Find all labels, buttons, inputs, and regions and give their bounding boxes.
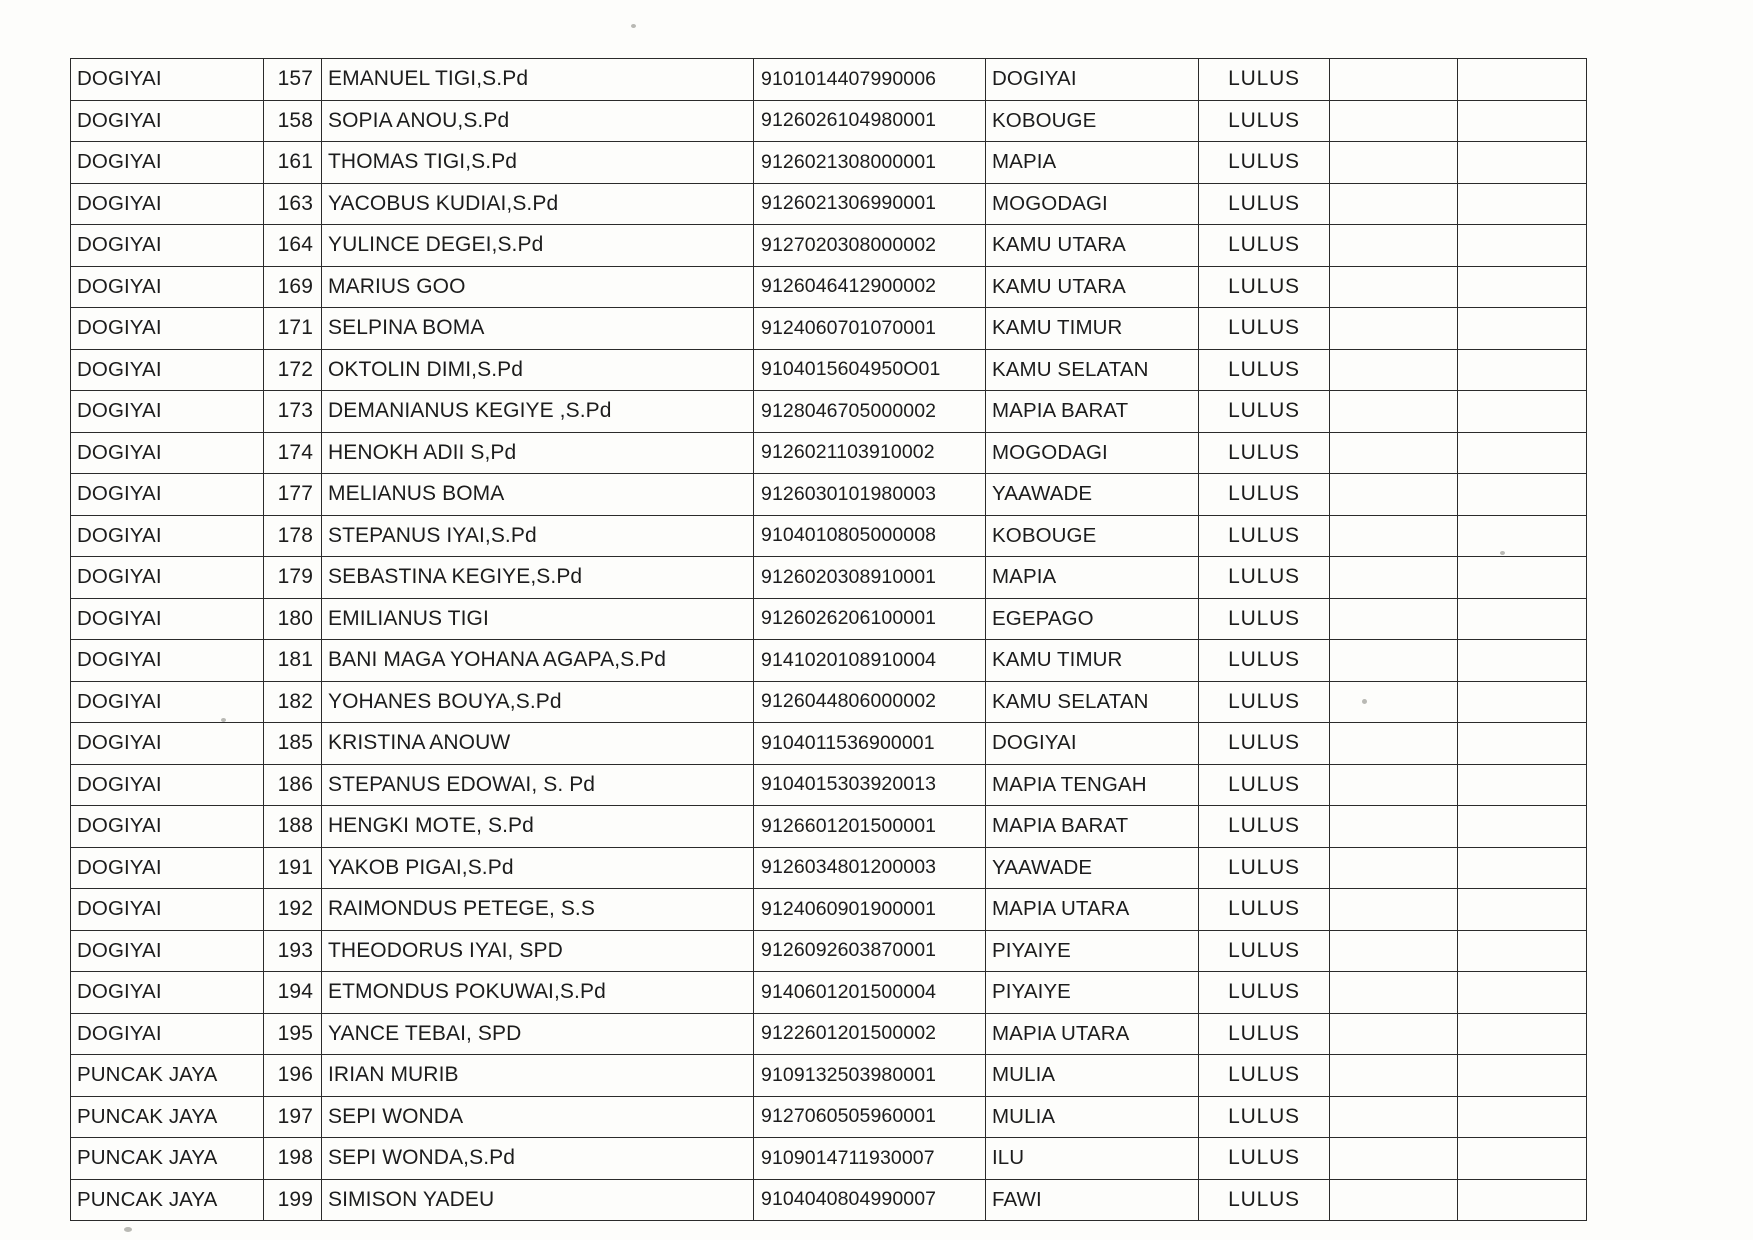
cell-blank-1: [1330, 100, 1458, 142]
cell-region: PUNCAK JAYA: [71, 1138, 264, 1180]
cell-district: MULIA: [986, 1055, 1199, 1097]
cell-nik: 9127020308000002: [754, 225, 986, 267]
cell-status: LULUS: [1199, 59, 1330, 101]
cell-region: DOGIYAI: [71, 142, 264, 184]
cell-nik: 9126026104980001: [754, 100, 986, 142]
cell-blank-2: [1458, 806, 1587, 848]
table-row: [71, 598, 1587, 640]
cell-nik: 9122601201500002: [754, 1013, 986, 1055]
cell-nik: 9124060701070001: [754, 308, 986, 350]
cell-blank-2: [1458, 391, 1587, 433]
cell-region: DOGIYAI: [71, 557, 264, 599]
cell-nik: 9126601201500001: [754, 806, 986, 848]
cell-nik: 9141020108910004: [754, 640, 986, 682]
cell-name: YAKOB PIGAI,S.Pd: [322, 847, 754, 889]
cell-blank-1: [1330, 681, 1458, 723]
cell-nik: 9104040804990007: [754, 1179, 986, 1221]
cell-status: LULUS: [1199, 308, 1330, 350]
cell-number: 181: [264, 640, 322, 682]
cell-name: EMILIANUS TIGI: [322, 598, 754, 640]
cell-blank-1: [1330, 349, 1458, 391]
cell-number: 182: [264, 681, 322, 723]
table-row: [71, 972, 1587, 1014]
cell-region: PUNCAK JAYA: [71, 1096, 264, 1138]
cell-nik: 9124060901900001: [754, 889, 986, 931]
cell-status: LULUS: [1199, 183, 1330, 225]
cell-number: 169: [264, 266, 322, 308]
cell-number: 196: [264, 1055, 322, 1097]
cell-blank-2: [1458, 1096, 1587, 1138]
cell-status: LULUS: [1199, 972, 1330, 1014]
cell-blank-1: [1330, 391, 1458, 433]
cell-number: 195: [264, 1013, 322, 1055]
cell-status: LULUS: [1199, 225, 1330, 267]
cell-status: LULUS: [1199, 515, 1330, 557]
table-row: [71, 889, 1587, 931]
cell-status: LULUS: [1199, 598, 1330, 640]
cell-status: LULUS: [1199, 1179, 1330, 1221]
table-row: [71, 432, 1587, 474]
table-row: [71, 681, 1587, 723]
cell-blank-1: [1330, 59, 1458, 101]
cell-district: YAAWADE: [986, 847, 1199, 889]
cell-status: LULUS: [1199, 723, 1330, 765]
cell-name: KRISTINA ANOUW: [322, 723, 754, 765]
cell-nik: 9127060505960001: [754, 1096, 986, 1138]
cell-blank-2: [1458, 474, 1587, 516]
cell-blank-2: [1458, 59, 1587, 101]
cell-nik: 9126021308000001: [754, 142, 986, 184]
cell-district: DOGIYAI: [986, 59, 1199, 101]
cell-region: DOGIYAI: [71, 183, 264, 225]
cell-blank-2: [1458, 1138, 1587, 1180]
cell-district: MULIA: [986, 1096, 1199, 1138]
cell-district: PIYAIYE: [986, 972, 1199, 1014]
cell-number: 193: [264, 930, 322, 972]
cell-status: LULUS: [1199, 889, 1330, 931]
cell-nik: 9126020308910001: [754, 557, 986, 599]
cell-region: DOGIYAI: [71, 349, 264, 391]
cell-status: LULUS: [1199, 1013, 1330, 1055]
cell-name: HENGKI MOTE, S.Pd: [322, 806, 754, 848]
cell-name: MELIANUS BOMA: [322, 474, 754, 516]
cell-blank-1: [1330, 1055, 1458, 1097]
cell-blank-1: [1330, 1096, 1458, 1138]
table-row: [71, 764, 1587, 806]
cell-status: LULUS: [1199, 640, 1330, 682]
cell-nik: 9126046412900002: [754, 266, 986, 308]
cell-blank-2: [1458, 640, 1587, 682]
cell-status: LULUS: [1199, 930, 1330, 972]
cell-blank-2: [1458, 889, 1587, 931]
cell-blank-2: [1458, 598, 1587, 640]
cell-name: IRIAN MURIB: [322, 1055, 754, 1097]
cell-district: KOBOUGE: [986, 515, 1199, 557]
cell-number: 198: [264, 1138, 322, 1180]
cell-blank-1: [1330, 930, 1458, 972]
cell-number: 192: [264, 889, 322, 931]
cell-blank-2: [1458, 432, 1587, 474]
cell-status: LULUS: [1199, 142, 1330, 184]
cell-district: DOGIYAI: [986, 723, 1199, 765]
cell-region: DOGIYAI: [71, 308, 264, 350]
cell-name: SEBASTINA KEGIYE,S.Pd: [322, 557, 754, 599]
cell-region: DOGIYAI: [71, 432, 264, 474]
cell-status: LULUS: [1199, 266, 1330, 308]
cell-region: DOGIYAI: [71, 681, 264, 723]
cell-region: DOGIYAI: [71, 598, 264, 640]
cell-number: 194: [264, 972, 322, 1014]
cell-district: ILU: [986, 1138, 1199, 1180]
cell-number: 163: [264, 183, 322, 225]
cell-number: 179: [264, 557, 322, 599]
cell-nik: 9126021306990001: [754, 183, 986, 225]
cell-number: 158: [264, 100, 322, 142]
cell-district: MAPIA TENGAH: [986, 764, 1199, 806]
cell-name: EMANUEL TIGI,S.Pd: [322, 59, 754, 101]
cell-region: DOGIYAI: [71, 100, 264, 142]
cell-blank-1: [1330, 308, 1458, 350]
cell-nik: 9104015604950O01: [754, 349, 986, 391]
cell-number: 172: [264, 349, 322, 391]
cell-district: KAMU TIMUR: [986, 308, 1199, 350]
cell-blank-1: [1330, 598, 1458, 640]
cell-blank-1: [1330, 972, 1458, 1014]
cell-blank-1: [1330, 266, 1458, 308]
table-row: [71, 806, 1587, 848]
cell-blank-1: [1330, 723, 1458, 765]
cell-blank-1: [1330, 889, 1458, 931]
cell-number: 164: [264, 225, 322, 267]
table-row: [71, 266, 1587, 308]
cell-status: LULUS: [1199, 1138, 1330, 1180]
cell-nik: 9126021103910002: [754, 432, 986, 474]
cell-district: MAPIA: [986, 557, 1199, 599]
cell-name: RAIMONDUS PETEGE, S.S: [322, 889, 754, 931]
cell-region: DOGIYAI: [71, 1013, 264, 1055]
cell-district: MAPIA BARAT: [986, 806, 1199, 848]
cell-status: LULUS: [1199, 847, 1330, 889]
cell-region: DOGIYAI: [71, 515, 264, 557]
cell-blank-1: [1330, 474, 1458, 516]
cell-number: 178: [264, 515, 322, 557]
cell-district: PIYAIYE: [986, 930, 1199, 972]
cell-blank-2: [1458, 308, 1587, 350]
cell-nik: 9126044806000002: [754, 681, 986, 723]
cell-district: KAMU TIMUR: [986, 640, 1199, 682]
cell-blank-2: [1458, 1055, 1587, 1097]
cell-blank-2: [1458, 930, 1587, 972]
cell-district: YAAWADE: [986, 474, 1199, 516]
cell-blank-2: [1458, 1013, 1587, 1055]
cell-status: LULUS: [1199, 391, 1330, 433]
cell-name: DEMANIANUS KEGIYE ,S.Pd: [322, 391, 754, 433]
cell-blank-2: [1458, 972, 1587, 1014]
cell-region: DOGIYAI: [71, 764, 264, 806]
cell-district: FAWI: [986, 1179, 1199, 1221]
cell-blank-2: [1458, 764, 1587, 806]
cell-district: MAPIA UTARA: [986, 1013, 1199, 1055]
cell-number: 188: [264, 806, 322, 848]
table-row: [71, 474, 1587, 516]
cell-number: 186: [264, 764, 322, 806]
cell-name: SEPI WONDA,S.Pd: [322, 1138, 754, 1180]
cell-blank-1: [1330, 806, 1458, 848]
cell-name: YACOBUS KUDIAI,S.Pd: [322, 183, 754, 225]
cell-status: LULUS: [1199, 432, 1330, 474]
cell-blank-1: [1330, 225, 1458, 267]
cell-district: MAPIA UTARA: [986, 889, 1199, 931]
table-row: [71, 1138, 1587, 1180]
cell-nik: 9126030101980003: [754, 474, 986, 516]
scan-speck: [124, 1227, 132, 1232]
table-row: [71, 1096, 1587, 1138]
table-row: [71, 308, 1587, 350]
cell-status: LULUS: [1199, 681, 1330, 723]
cell-number: 174: [264, 432, 322, 474]
cell-number: 177: [264, 474, 322, 516]
cell-nik: 9126026206100001: [754, 598, 986, 640]
applicants-table: [70, 58, 1587, 1221]
cell-name: STEPANUS EDOWAI, S. Pd: [322, 764, 754, 806]
table-row: [71, 640, 1587, 682]
cell-blank-2: [1458, 515, 1587, 557]
cell-region: PUNCAK JAYA: [71, 1055, 264, 1097]
cell-name: THEODORUS IYAI, SPD: [322, 930, 754, 972]
cell-blank-1: [1330, 432, 1458, 474]
cell-blank-2: [1458, 847, 1587, 889]
cell-district: MOGODAGI: [986, 432, 1199, 474]
cell-name: SIMISON YADEU: [322, 1179, 754, 1221]
table-row: [71, 1179, 1587, 1221]
cell-blank-1: [1330, 1138, 1458, 1180]
cell-name: YOHANES BOUYA,S.Pd: [322, 681, 754, 723]
cell-region: DOGIYAI: [71, 723, 264, 765]
cell-status: LULUS: [1199, 764, 1330, 806]
cell-number: 185: [264, 723, 322, 765]
cell-region: DOGIYAI: [71, 225, 264, 267]
cell-region: PUNCAK JAYA: [71, 1179, 264, 1221]
cell-number: 199: [264, 1179, 322, 1221]
cell-region: DOGIYAI: [71, 59, 264, 101]
cell-blank-1: [1330, 183, 1458, 225]
cell-blank-2: [1458, 349, 1587, 391]
cell-blank-2: [1458, 225, 1587, 267]
cell-blank-1: [1330, 515, 1458, 557]
cell-name: ETMONDUS POKUWAI,S.Pd: [322, 972, 754, 1014]
cell-number: 157: [264, 59, 322, 101]
cell-nik: 9128046705000002: [754, 391, 986, 433]
cell-district: MOGODAGI: [986, 183, 1199, 225]
cell-status: LULUS: [1199, 1096, 1330, 1138]
table-row: [71, 349, 1587, 391]
table-row: [71, 723, 1587, 765]
cell-number: 180: [264, 598, 322, 640]
cell-region: DOGIYAI: [71, 266, 264, 308]
cell-name: SOPIA ANOU,S.Pd: [322, 100, 754, 142]
cell-number: 191: [264, 847, 322, 889]
cell-blank-2: [1458, 142, 1587, 184]
cell-region: DOGIYAI: [71, 474, 264, 516]
table-row: [71, 142, 1587, 184]
cell-region: DOGIYAI: [71, 930, 264, 972]
cell-blank-1: [1330, 764, 1458, 806]
cell-name: HENOKH ADII S,Pd: [322, 432, 754, 474]
table-row: [71, 930, 1587, 972]
cell-region: DOGIYAI: [71, 391, 264, 433]
cell-nik: 9126034801200003: [754, 847, 986, 889]
cell-name: SELPINA BOMA: [322, 308, 754, 350]
cell-name: MARIUS GOO: [322, 266, 754, 308]
cell-name: YANCE TEBAI, SPD: [322, 1013, 754, 1055]
cell-blank-2: [1458, 266, 1587, 308]
cell-nik: 9104015303920013: [754, 764, 986, 806]
cell-region: DOGIYAI: [71, 972, 264, 1014]
data-table-container: [70, 58, 1586, 1221]
table-row: [71, 391, 1587, 433]
cell-nik: 9109014711930007: [754, 1138, 986, 1180]
cell-blank-2: [1458, 723, 1587, 765]
cell-nik: 9109132503980001: [754, 1055, 986, 1097]
cell-status: LULUS: [1199, 557, 1330, 599]
cell-status: LULUS: [1199, 100, 1330, 142]
cell-blank-2: [1458, 1179, 1587, 1221]
cell-district: KAMU SELATAN: [986, 681, 1199, 723]
cell-district: KAMU UTARA: [986, 266, 1199, 308]
cell-number: 173: [264, 391, 322, 433]
cell-district: KOBOUGE: [986, 100, 1199, 142]
table-row: [71, 1013, 1587, 1055]
cell-nik: 9104010805000008: [754, 515, 986, 557]
cell-district: KAMU UTARA: [986, 225, 1199, 267]
cell-status: LULUS: [1199, 349, 1330, 391]
table-row: [71, 557, 1587, 599]
cell-status: LULUS: [1199, 474, 1330, 516]
cell-name: STEPANUS IYAI,S.Pd: [322, 515, 754, 557]
cell-name: SEPI WONDA: [322, 1096, 754, 1138]
cell-district: KAMU SELATAN: [986, 349, 1199, 391]
cell-blank-1: [1330, 640, 1458, 682]
cell-nik: 9140601201500004: [754, 972, 986, 1014]
table-row: [71, 225, 1587, 267]
cell-region: DOGIYAI: [71, 640, 264, 682]
cell-blank-2: [1458, 183, 1587, 225]
table-row: [71, 515, 1587, 557]
cell-district: MAPIA: [986, 142, 1199, 184]
cell-nik: 9104011536900001: [754, 723, 986, 765]
cell-region: DOGIYAI: [71, 806, 264, 848]
cell-number: 171: [264, 308, 322, 350]
cell-nik: 9126092603870001: [754, 930, 986, 972]
cell-blank-1: [1330, 1179, 1458, 1221]
scan-speck: [631, 24, 636, 28]
cell-blank-2: [1458, 681, 1587, 723]
table-row: [71, 183, 1587, 225]
cell-blank-1: [1330, 142, 1458, 184]
cell-blank-1: [1330, 847, 1458, 889]
cell-blank-1: [1330, 1013, 1458, 1055]
table-row: [71, 59, 1587, 101]
cell-status: LULUS: [1199, 806, 1330, 848]
cell-name: THOMAS TIGI,S.Pd: [322, 142, 754, 184]
cell-region: DOGIYAI: [71, 889, 264, 931]
cell-district: MAPIA BARAT: [986, 391, 1199, 433]
cell-status: LULUS: [1199, 1055, 1330, 1097]
cell-region: DOGIYAI: [71, 847, 264, 889]
cell-blank-1: [1330, 557, 1458, 599]
cell-number: 197: [264, 1096, 322, 1138]
table-row: [71, 847, 1587, 889]
cell-district: EGEPAGO: [986, 598, 1199, 640]
cell-number: 161: [264, 142, 322, 184]
cell-nik: 9101014407990006: [754, 59, 986, 101]
cell-name: BANI MAGA YOHANA AGAPA,S.Pd: [322, 640, 754, 682]
cell-blank-2: [1458, 557, 1587, 599]
cell-blank-2: [1458, 100, 1587, 142]
cell-name: YULINCE DEGEI,S.Pd: [322, 225, 754, 267]
table-row: [71, 1055, 1587, 1097]
cell-name: OKTOLIN DIMI,S.Pd: [322, 349, 754, 391]
table-row: [71, 100, 1587, 142]
